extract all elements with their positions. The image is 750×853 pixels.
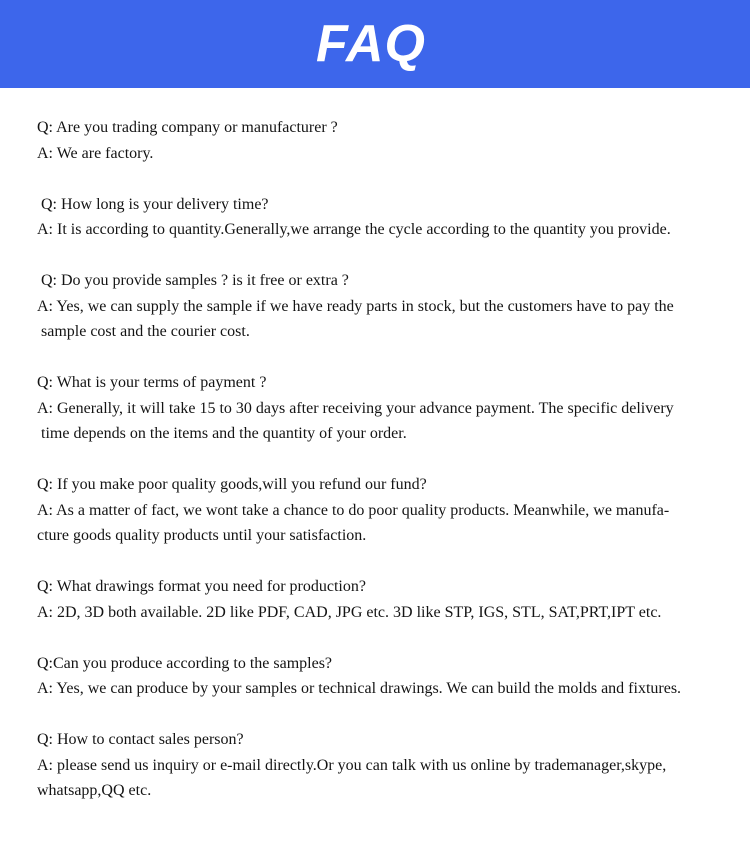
- faq-content: [0, 88, 750, 804]
- question-line: Q: What is your terms of payment ?: [37, 374, 267, 391]
- qa-block-trading-company: [37, 115, 722, 166]
- question-line: Q: Are you trading company or manufacturer ?: [37, 119, 338, 136]
- answer-line: whatsapp,QQ etc.: [37, 782, 152, 799]
- answer-line: A: Yes, we can produce by your samples or technical drawings. We can build the molds and fixtures.: [37, 680, 682, 697]
- page-title: FAQ: [316, 15, 426, 73]
- question-line: Q:Can you produce according to the samples?: [37, 654, 333, 672]
- answer-line: time depends on the items and the quantity of your order.: [37, 425, 407, 442]
- question-line: Q: If you make poor quality goods,will you refund our fund?: [37, 476, 427, 493]
- qa-block-produce-by-samples: [37, 651, 722, 702]
- qa-block-drawings-format: [37, 574, 722, 625]
- answer-line: A: We are factory.: [37, 144, 154, 162]
- question-line: Q: How to contact sales person?: [37, 731, 244, 748]
- question-line: Q: What drawings format you need for production?: [37, 578, 366, 595]
- answer-line: A: It is according to quantity.Generally,we arrange the cycle according to the quantity you provide.: [37, 221, 671, 238]
- answer-line: A: please send us inquiry or e-mail directly.Or you can talk with us online by trademanager,skype,: [37, 756, 667, 774]
- qa-block-contact-sales: [37, 727, 722, 804]
- qa-block-samples: [37, 268, 722, 345]
- answer-line: sample cost and the courier cost.: [37, 323, 250, 340]
- answer-line: A: As a matter of fact, we wont take a chance to do poor quality products. Meanwhile, we manufa-: [37, 501, 670, 519]
- qa-block-payment-terms: [37, 370, 722, 447]
- answer-line: A: Yes, we can supply the sample if we have ready parts in stock, but the customers have to pay the: [37, 297, 674, 315]
- qa-block-delivery-time: [37, 192, 722, 243]
- answer-line: A: Generally, it will take 15 to 30 days after receiving your advance payment. The specific delivery: [37, 399, 674, 417]
- faq-header-banner: [0, 0, 750, 88]
- answer-line: cture goods quality products until your satisfaction.: [37, 527, 367, 544]
- answer-line: A: 2D, 3D both available. 2D like PDF, CAD, JPG etc. 3D like STP, IGS, STL, SAT,PRT,IPT etc.: [37, 603, 662, 621]
- question-line: Q: Do you provide samples ? is it free or extra ?: [37, 272, 349, 289]
- question-line: Q: How long is your delivery time?: [37, 195, 269, 213]
- qa-block-quality-refund: [37, 472, 722, 549]
